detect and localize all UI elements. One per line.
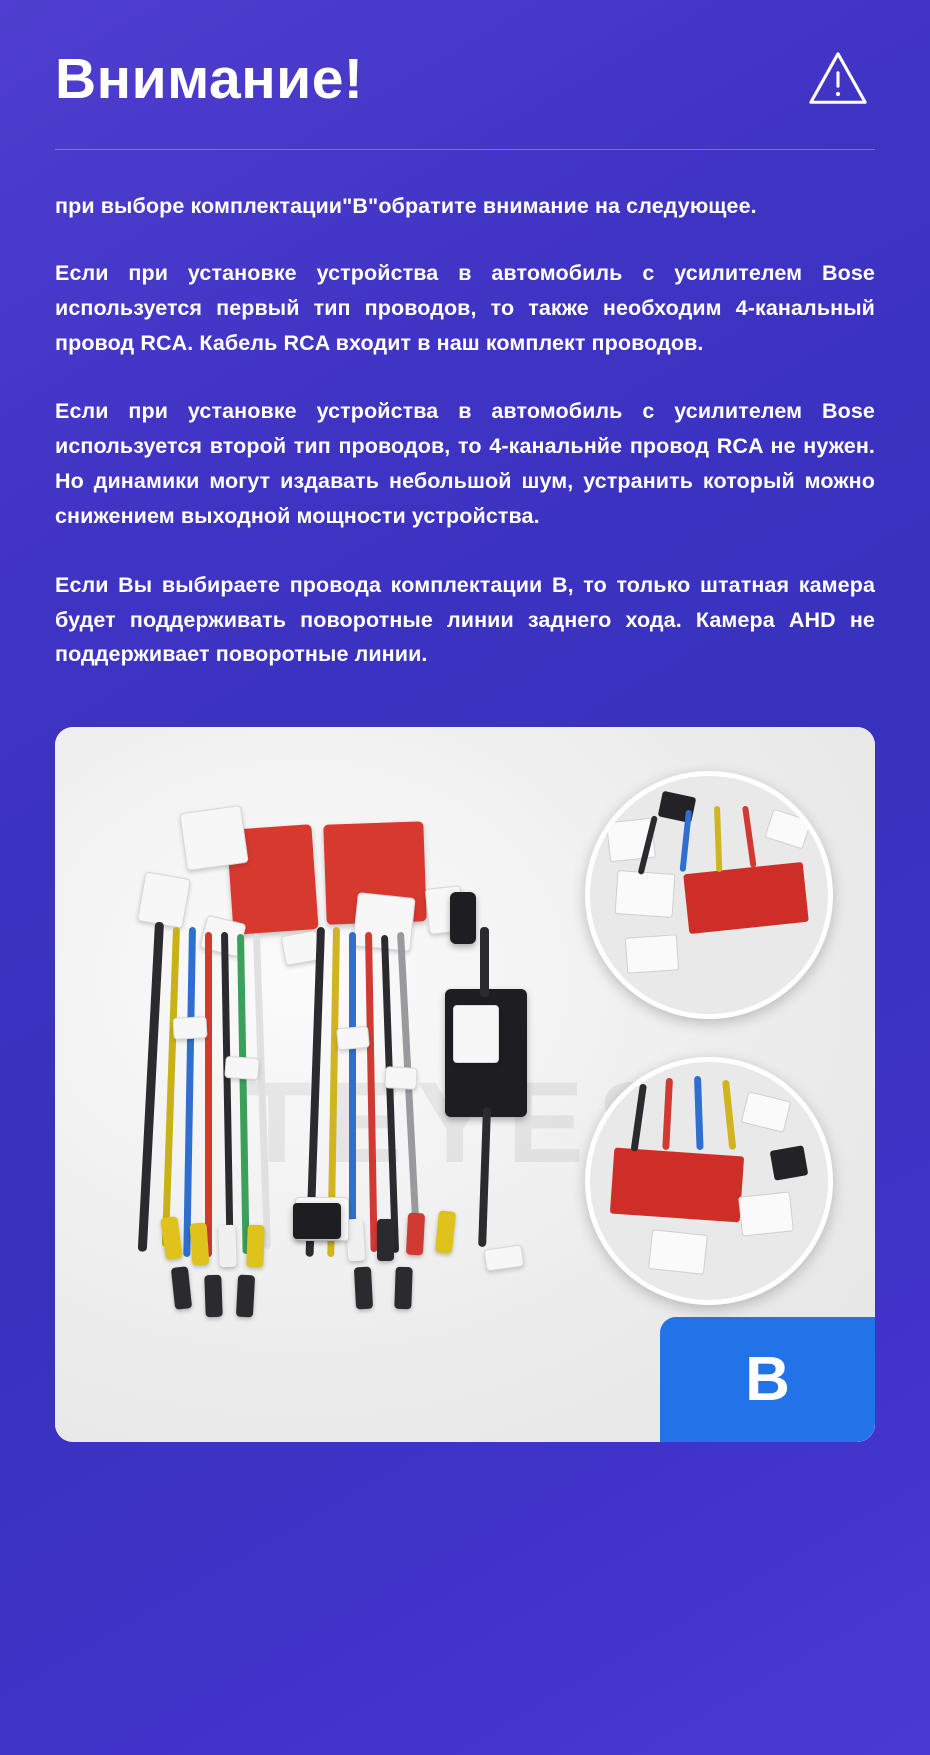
paragraph-1: Если при установке устройства в автомобиль с усилителем Bose используется первый тип проводов, то также необходим 4-канальный провод RCA. Кабель RCA входит в наш комплект проводов. — [55, 260, 875, 355]
content-block — [55, 150, 875, 673]
inset-photo-top — [585, 771, 833, 1019]
paragraph-3: Если Вы выбираете провода комплектации B, то только штатная камера будет поддерживать поворотные линии заднего хода. Камера AHD не поддерживает поворотные линии. — [55, 572, 875, 667]
page-header — [55, 0, 875, 111]
warning-triangle-icon — [807, 48, 869, 110]
variant-badge-label: B — [745, 1344, 790, 1414]
inset-photo-bottom — [585, 1057, 833, 1305]
lead-paragraph: при выборе комплектации"B"обратите внимание на следующее. — [55, 193, 757, 218]
product-photo-card — [55, 727, 875, 1442]
page-title: Внимание! — [55, 47, 364, 111]
variant-badge-b — [660, 1317, 875, 1442]
paragraph-2: Если при установке устройства в автомобиль с усилителем Bose используется второй тип проводов, то 4-канальнйе провод RCA не нужен. Но динамики могут издавать небольшой шум, устранить который можно снижением выходной мощности устройства. — [55, 399, 875, 528]
